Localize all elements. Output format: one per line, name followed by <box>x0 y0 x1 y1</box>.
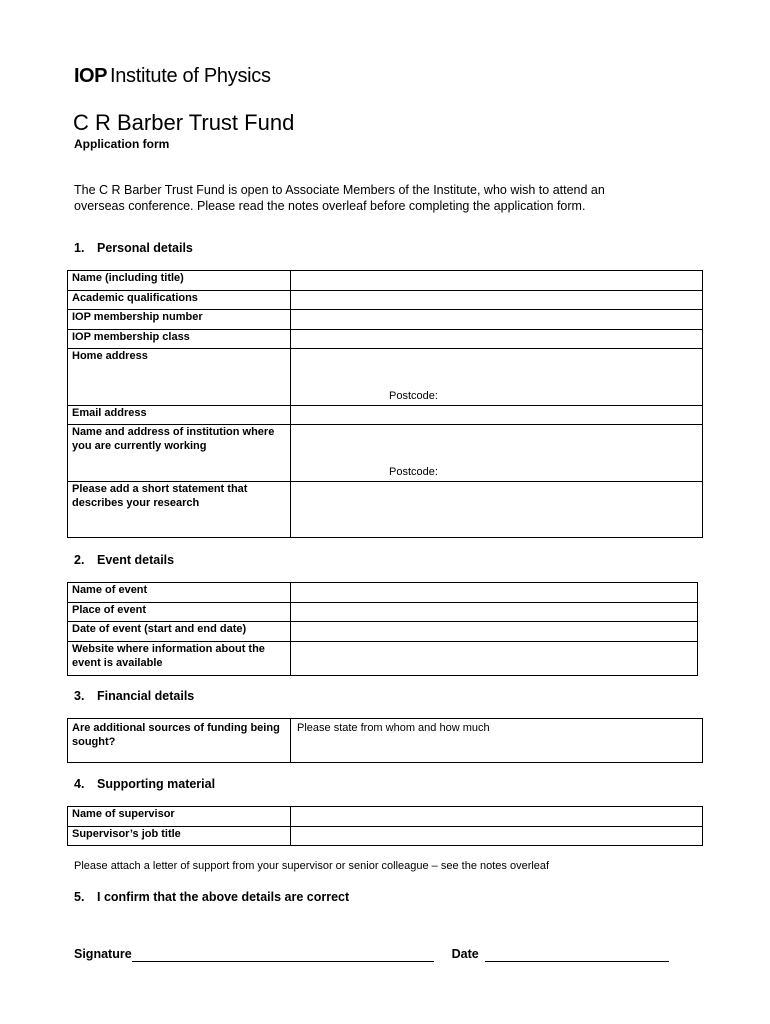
email-field[interactable] <box>291 406 703 425</box>
section-number: 2. <box>74 553 85 567</box>
field-label: IOP membership class <box>68 330 291 349</box>
table-row <box>68 622 698 642</box>
membership-number-field[interactable] <box>291 310 703 330</box>
event-date-field[interactable] <box>291 622 698 642</box>
field-label: Home address <box>68 349 291 406</box>
section-title: Supporting material <box>97 777 216 791</box>
date-line[interactable] <box>485 948 669 962</box>
field-label: Are additional sources of funding being sought? <box>68 719 291 763</box>
intro-line: overseas conference. Please read the notes overleaf before completing the application form. <box>74 199 586 213</box>
table-row <box>68 291 703 310</box>
event-website-field[interactable] <box>291 642 698 676</box>
table-row <box>68 807 703 827</box>
field-label: Name (including title) <box>68 271 291 291</box>
qualifications-field[interactable] <box>291 291 703 310</box>
field-label: Website where information about the event is available <box>68 642 291 676</box>
section-number: 3. <box>74 689 85 703</box>
field-label: Academic qualifications <box>68 291 291 310</box>
supporting-note: Please attach a letter of support from your supervisor or senior colleague – see the notes overleaf <box>74 860 550 872</box>
event-details-table <box>67 582 698 676</box>
section-title: Event details <box>97 553 175 567</box>
supervisor-title-field[interactable] <box>291 827 703 846</box>
field-label: IOP membership number <box>68 310 291 330</box>
signature-row <box>74 946 669 962</box>
table-row <box>68 425 703 482</box>
field-label: Name and address of institution where you are currently working <box>68 425 291 482</box>
section-heading-supporting <box>74 776 215 792</box>
financial-details-table <box>67 718 703 763</box>
section-heading-personal <box>74 240 193 256</box>
table-row <box>68 349 703 406</box>
field-label: Date of event (start and end date) <box>68 622 291 642</box>
section-number: 5. <box>74 890 85 904</box>
logo-brand: IOP <box>74 65 107 87</box>
field-label: Name of event <box>68 583 291 603</box>
section-number: 1. <box>74 241 85 255</box>
table-row <box>68 583 698 603</box>
field-label: Name of supervisor <box>68 807 291 827</box>
postcode-label: Postcode: <box>389 390 438 402</box>
table-row <box>68 482 703 538</box>
intro-line: The C R Barber Trust Fund is open to Associate Members of the Institute, who wish to attend an <box>74 183 605 197</box>
section-title: Financial details <box>97 689 195 703</box>
table-row <box>68 310 703 330</box>
name-field[interactable] <box>291 271 703 291</box>
personal-details-table <box>67 270 703 538</box>
postcode-label: Postcode: <box>389 466 438 478</box>
event-name-field[interactable] <box>291 583 698 603</box>
field-label: Supervisor’s job title <box>68 827 291 846</box>
event-place-field[interactable] <box>291 603 698 622</box>
signature-line[interactable] <box>132 948 434 962</box>
section-heading-event <box>74 552 174 568</box>
section-heading-confirm <box>74 889 349 905</box>
document-subtitle: Application form <box>74 137 170 151</box>
table-row <box>68 406 703 425</box>
intro-paragraph <box>74 182 714 214</box>
document-title: C R Barber Trust Fund <box>73 110 295 135</box>
funding-sources-field[interactable]: Please state from whom and how much <box>291 719 703 763</box>
institution-address-field[interactable] <box>291 425 703 482</box>
date-label: Date <box>451 947 479 961</box>
membership-class-field[interactable] <box>291 330 703 349</box>
signature-label: Signature <box>74 947 132 961</box>
field-label: Place of event <box>68 603 291 622</box>
section-title: Personal details <box>97 241 193 255</box>
supervisor-name-field[interactable] <box>291 807 703 827</box>
supporting-material-table <box>67 806 703 846</box>
table-row <box>68 642 698 676</box>
table-row <box>68 271 703 291</box>
research-statement-field[interactable] <box>291 482 703 538</box>
table-row <box>68 603 698 622</box>
table-row <box>68 330 703 349</box>
field-label: Email address <box>68 406 291 425</box>
section-number: 4. <box>74 777 85 791</box>
logo-institute-name: Institute of Physics <box>109 65 271 87</box>
field-label: Please add a short statement that describes your research <box>68 482 291 538</box>
section-title: I confirm that the above details are correct <box>97 890 350 904</box>
table-row <box>68 827 703 846</box>
home-address-field[interactable] <box>291 349 703 406</box>
section-heading-financial <box>74 688 194 704</box>
table-row <box>68 719 703 763</box>
iop-logo <box>74 64 271 88</box>
